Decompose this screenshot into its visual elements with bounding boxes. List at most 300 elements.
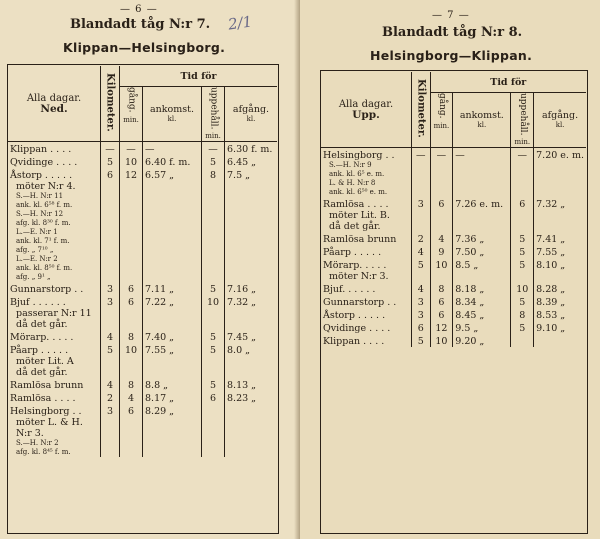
empty-cell — [225, 210, 278, 219]
empty-cell — [202, 219, 225, 228]
empty-cell — [202, 246, 225, 255]
timetable-left — [8, 66, 277, 457]
table-row — [8, 142, 277, 156]
empty-cell — [101, 201, 120, 210]
stop-minutes: 5 — [202, 343, 225, 356]
empty-cell — [453, 161, 511, 170]
empty-cell — [101, 367, 120, 378]
empty-cell — [120, 264, 143, 273]
column-header-afgang — [534, 93, 586, 148]
table-row — [321, 148, 586, 162]
column-header-gang — [430, 93, 453, 148]
gang-value: 6 — [430, 308, 453, 321]
stop-minutes — [202, 404, 225, 417]
station-name: Mörarp. . . . . — [323, 260, 387, 272]
station-note: afg. „ 9¹ „ — [16, 273, 51, 282]
empty-cell — [225, 246, 278, 255]
table-row — [8, 330, 277, 343]
empty-cell — [143, 237, 202, 246]
note-row — [321, 170, 586, 179]
departure-time: 7.32 „ — [225, 295, 278, 308]
empty-cell — [511, 179, 534, 188]
arrival-time: 8.17 „ — [143, 391, 202, 404]
empty-cell — [101, 264, 120, 273]
empty-cell — [143, 228, 202, 237]
gang-value: 6 — [430, 295, 453, 308]
note-row — [8, 255, 277, 264]
station-note: ank. kl. 6⁵⁰ e. m. — [329, 188, 388, 197]
empty-cell — [120, 417, 143, 428]
empty-cell — [120, 210, 143, 219]
station-note: L.—E. N:r 2 — [16, 255, 58, 264]
empty-cell — [143, 246, 202, 255]
stop-minutes: — — [202, 142, 225, 156]
departure-time: 7.20 e. m. — [534, 148, 586, 162]
arrival-time: 7.36 „ — [453, 232, 511, 245]
column-header-uppehall — [511, 93, 534, 148]
arrival-time: 8.5 „ — [453, 258, 511, 271]
empty-cell — [143, 439, 202, 448]
note-row — [8, 273, 277, 282]
arrival-time: 7.40 „ — [143, 330, 202, 343]
station-note: då det går. — [16, 367, 68, 379]
km-value: 5 — [101, 155, 120, 168]
gang-value: — — [430, 148, 453, 162]
gang-value: 10 — [430, 258, 453, 271]
empty-cell — [453, 179, 511, 188]
empty-cell — [101, 192, 120, 201]
station-name: Åstorp . . . . . — [323, 310, 386, 322]
station-note: då det går. — [16, 319, 68, 331]
station-name: Påarp . . . . . — [323, 247, 382, 259]
gang-value: 6 — [120, 282, 143, 295]
station-name: Bjuf . . . . . . — [10, 297, 66, 309]
empty-cell — [412, 179, 431, 188]
gang-value: 8 — [430, 282, 453, 295]
km-value: 3 — [101, 404, 120, 417]
empty-cell — [143, 428, 202, 439]
stop-minutes: 10 — [511, 282, 534, 295]
empty-cell — [120, 356, 143, 367]
station-note: N:r 3. — [16, 428, 44, 440]
afgang-unit: kl. — [246, 115, 256, 124]
km-value: — — [412, 148, 431, 162]
gang-value: 10 — [120, 155, 143, 168]
empty-cell — [412, 170, 431, 179]
column-header-ankomst — [143, 87, 202, 142]
note-row — [8, 428, 277, 439]
empty-cell — [101, 448, 120, 457]
empty-cell — [120, 367, 143, 378]
arrival-time: 8.18 „ — [453, 282, 511, 295]
departure-time: 7.16 „ — [225, 282, 278, 295]
km-value: 3 — [412, 295, 431, 308]
empty-cell — [143, 448, 202, 457]
empty-cell — [143, 181, 202, 192]
station-name: Qvidinge . . . . — [10, 157, 78, 169]
station-name: Gunnarstorp . . — [10, 284, 84, 296]
km-value: 4 — [412, 245, 431, 258]
gang-label: gång. — [126, 87, 137, 113]
empty-cell — [225, 237, 278, 246]
km-value: 5 — [101, 343, 120, 356]
arrival-time: 9.20 „ — [453, 334, 511, 347]
station-note: L. & H. N:r 8 — [329, 179, 376, 188]
arrival-time: 6.57 „ — [143, 168, 202, 181]
station-name: Qvidinge . . . . — [323, 323, 391, 335]
empty-cell — [225, 228, 278, 237]
table-row — [321, 321, 586, 334]
note-row — [321, 221, 586, 232]
empty-cell — [101, 181, 120, 192]
station-note: möter N:r 4. — [16, 181, 76, 193]
departure-time: 8.0 „ — [225, 343, 278, 356]
km-value: 6 — [412, 321, 431, 334]
table-row — [321, 258, 586, 271]
arrival-time: 7.26 e. m. — [453, 197, 511, 210]
empty-cell — [120, 228, 143, 237]
note-row — [321, 210, 586, 221]
uppehall-label: uppehåll. — [208, 87, 219, 130]
empty-cell — [225, 192, 278, 201]
empty-cell — [202, 201, 225, 210]
empty-cell — [225, 264, 278, 273]
stop-minutes: 6 — [202, 391, 225, 404]
route-title: Helsingborg—Klippan. — [370, 48, 533, 63]
station-name: Gunnarstorp . . — [323, 297, 397, 309]
station-name: Åstorp . . . . . — [10, 170, 73, 182]
gang-value: 4 — [120, 391, 143, 404]
empty-cell — [101, 219, 120, 228]
arrival-time: 7.11 „ — [143, 282, 202, 295]
note-row — [8, 201, 277, 210]
empty-cell — [412, 221, 431, 232]
km-value: 2 — [412, 232, 431, 245]
km-value: 3 — [101, 282, 120, 295]
km-value: 6 — [101, 168, 120, 181]
note-row — [8, 367, 277, 378]
empty-cell — [225, 367, 278, 378]
empty-cell — [453, 188, 511, 197]
departure-time: 8.23 „ — [225, 391, 278, 404]
empty-cell — [202, 439, 225, 448]
empty-cell — [143, 308, 202, 319]
table-row — [321, 295, 586, 308]
arrival-time: 6.40 f. m. — [143, 155, 202, 168]
departure-time: 7.41 „ — [534, 232, 586, 245]
note-row — [8, 246, 277, 255]
departure-time: 7.55 „ — [534, 245, 586, 258]
column-header-km — [412, 72, 431, 148]
stop-minutes: 5 — [511, 245, 534, 258]
empty-cell — [534, 271, 586, 282]
empty-cell — [453, 170, 511, 179]
table-row — [8, 391, 277, 404]
empty-cell — [143, 417, 202, 428]
table-row — [321, 232, 586, 245]
empty-cell — [120, 319, 143, 330]
station-name: Klippan . . . . — [10, 144, 72, 156]
empty-cell — [101, 308, 120, 319]
note-row — [321, 161, 586, 170]
note-row — [8, 319, 277, 330]
arrival-time: 9.5 „ — [453, 321, 511, 334]
empty-cell — [101, 210, 120, 219]
empty-cell — [202, 273, 225, 282]
empty-cell — [534, 188, 586, 197]
empty-cell — [101, 439, 120, 448]
table-row — [8, 295, 277, 308]
empty-cell — [120, 219, 143, 228]
empty-cell — [534, 210, 586, 221]
stop-minutes: 8 — [202, 168, 225, 181]
days-label: Alla dagar. — [338, 98, 394, 110]
stop-minutes: — — [511, 148, 534, 162]
gang-value: 6 — [120, 404, 143, 417]
km-label: Kilometer. — [415, 78, 427, 138]
empty-cell — [143, 356, 202, 367]
empty-cell — [430, 271, 453, 282]
note-row — [8, 219, 277, 228]
uppehall-unit: min. — [205, 132, 221, 141]
departure-time: 9.10 „ — [534, 321, 586, 334]
empty-cell — [202, 417, 225, 428]
empty-cell — [412, 271, 431, 282]
empty-cell — [430, 188, 453, 197]
station-note: afg. kl. 8⁴⁵ f. m. — [16, 448, 71, 457]
station-name: Ramlösa . . . . — [323, 199, 389, 211]
empty-cell — [202, 192, 225, 201]
departure-time: 8.53 „ — [534, 308, 586, 321]
station-note: ank. kl. 8⁵⁰ f. m. — [16, 264, 73, 273]
empty-cell — [511, 271, 534, 282]
empty-cell — [225, 181, 278, 192]
empty-cell — [120, 255, 143, 264]
note-row — [8, 237, 277, 246]
km-value: 4 — [101, 378, 120, 391]
station-note: L.—E. N:r 1 — [16, 228, 58, 237]
departure-time — [534, 334, 586, 347]
note-row — [321, 179, 586, 188]
note-row — [8, 192, 277, 201]
station-note: då det går. — [329, 221, 381, 233]
station-note: passerar N:r 11 — [16, 308, 92, 320]
empty-cell — [202, 308, 225, 319]
empty-cell — [511, 221, 534, 232]
empty-cell — [120, 237, 143, 246]
arrival-time: 8.45 „ — [453, 308, 511, 321]
note-row — [8, 228, 277, 237]
station-name: Helsingborg . . — [323, 150, 395, 162]
empty-cell — [101, 428, 120, 439]
station-note: möter Lit. B. — [329, 210, 390, 222]
gang-unit: min. — [433, 121, 450, 130]
station-note: ank. kl. 7¹ f. m. — [16, 237, 70, 246]
station-note: möter L. & H. — [16, 417, 83, 429]
gang-value: 8 — [120, 378, 143, 391]
empty-cell — [225, 417, 278, 428]
empty-cell — [143, 264, 202, 273]
table-row — [321, 308, 586, 321]
km-value: 3 — [412, 308, 431, 321]
empty-cell — [101, 417, 120, 428]
table-row — [8, 343, 277, 356]
empty-cell — [101, 356, 120, 367]
gang-value: 6 — [430, 197, 453, 210]
km-value: 5 — [412, 258, 431, 271]
empty-cell — [143, 192, 202, 201]
direction-label: Ned. — [40, 102, 68, 115]
stop-minutes: 8 — [511, 308, 534, 321]
empty-cell — [202, 428, 225, 439]
train-title: Blandadt tåg N:r 7. — [70, 17, 211, 32]
ankomst-unit: kl. — [477, 121, 487, 130]
train-title: Blandadt tåg N:r 8. — [382, 25, 523, 40]
note-row — [8, 308, 277, 319]
column-header-gang — [120, 87, 143, 142]
table-row — [321, 334, 586, 347]
empty-cell — [453, 221, 511, 232]
empty-cell — [430, 210, 453, 221]
departure-time: 8.10 „ — [534, 258, 586, 271]
empty-cell — [225, 428, 278, 439]
empty-cell — [225, 356, 278, 367]
empty-cell — [143, 210, 202, 219]
table-row — [321, 245, 586, 258]
afgang-label: afgång. — [541, 110, 579, 122]
empty-cell — [511, 188, 534, 197]
gang-value: 9 — [430, 245, 453, 258]
table-row — [8, 378, 277, 391]
gang-value: 12 — [120, 168, 143, 181]
empty-cell — [225, 308, 278, 319]
days-label: Alla dagar. — [26, 92, 82, 104]
uppehall-label: uppehåll. — [517, 93, 528, 136]
empty-cell — [120, 192, 143, 201]
stop-minutes: 5 — [511, 258, 534, 271]
empty-cell — [430, 161, 453, 170]
departure-time: 8.39 „ — [534, 295, 586, 308]
station-note: möter Lit. A — [16, 356, 74, 368]
empty-cell — [225, 439, 278, 448]
arrival-time: — — [453, 148, 511, 162]
departure-time: 7.5 „ — [225, 168, 278, 181]
uppehall-unit: min. — [514, 138, 531, 147]
arrival-time: 7.55 „ — [143, 343, 202, 356]
empty-cell — [430, 179, 453, 188]
table-row — [8, 282, 277, 295]
direction-label: Upp. — [352, 108, 380, 121]
page-number: — 6 — — [120, 4, 158, 15]
empty-cell — [534, 161, 586, 170]
afgang-unit: kl. — [555, 121, 565, 130]
empty-cell — [143, 201, 202, 210]
empty-cell — [430, 221, 453, 232]
note-row — [321, 188, 586, 197]
station-name: Klippan . . . . — [323, 336, 385, 348]
empty-cell — [453, 271, 511, 282]
empty-cell — [101, 319, 120, 330]
stop-minutes: 5 — [202, 378, 225, 391]
empty-cell — [143, 219, 202, 228]
km-value: 4 — [101, 330, 120, 343]
column-header-station — [8, 66, 101, 142]
table-row — [8, 404, 277, 417]
departure-time: 6.30 f. m. — [225, 142, 278, 156]
departure-time: 7.32 „ — [534, 197, 586, 210]
km-value: — — [101, 142, 120, 156]
gang-label: gång. — [436, 93, 447, 119]
arrival-time: 7.50 „ — [453, 245, 511, 258]
gang-value: — — [120, 142, 143, 156]
stop-minutes: 5 — [511, 321, 534, 334]
empty-cell — [511, 161, 534, 170]
station-name: Ramlösa . . . . — [10, 393, 76, 405]
empty-cell — [202, 255, 225, 264]
empty-cell — [202, 210, 225, 219]
page-number: — 7 — — [432, 10, 470, 21]
arrival-time: 8.34 „ — [453, 295, 511, 308]
station-name: Mörarp. . . . . — [10, 332, 74, 344]
note-row — [8, 448, 277, 457]
route-title: Klippan—Helsingborg. — [63, 40, 226, 55]
gang-value: 12 — [430, 321, 453, 334]
right-page — [300, 0, 600, 539]
empty-cell — [412, 161, 431, 170]
note-row — [8, 356, 277, 367]
station-note: afg. „ 7¹⁰ „ — [16, 246, 54, 255]
empty-cell — [202, 367, 225, 378]
station-note: S.—H. N:r 9 — [329, 161, 372, 170]
station-name: Helsingborg . . — [10, 406, 82, 418]
gang-value: 8 — [120, 330, 143, 343]
empty-cell — [412, 188, 431, 197]
stop-minutes: 5 — [202, 155, 225, 168]
km-label: Kilometer. — [104, 72, 116, 132]
empty-cell — [101, 255, 120, 264]
stop-minutes: 5 — [511, 232, 534, 245]
station-name: Bjuf. . . . . . — [323, 284, 376, 296]
empty-cell — [225, 201, 278, 210]
note-row — [321, 271, 586, 282]
station-note: afg. kl. 8³⁰ f. m. — [16, 219, 71, 228]
empty-cell — [120, 308, 143, 319]
empty-cell — [511, 210, 534, 221]
departure-time — [225, 404, 278, 417]
ankomst-label: ankomst. — [459, 110, 504, 122]
stop-minutes: 10 — [202, 295, 225, 308]
gang-value: 10 — [120, 343, 143, 356]
empty-cell — [101, 273, 120, 282]
empty-cell — [143, 319, 202, 330]
station-note: möter N:r 3. — [329, 271, 389, 283]
stop-minutes: 5 — [202, 330, 225, 343]
empty-cell — [202, 356, 225, 367]
empty-cell — [225, 319, 278, 330]
table-row — [8, 168, 277, 181]
column-header-km — [101, 66, 120, 142]
column-header-uppehall — [202, 87, 225, 142]
empty-cell — [101, 246, 120, 255]
empty-cell — [202, 181, 225, 192]
empty-cell — [225, 273, 278, 282]
note-row — [8, 264, 277, 273]
empty-cell — [202, 448, 225, 457]
empty-cell — [143, 255, 202, 264]
station-note: ank. kl. 6⁵ e. m. — [329, 170, 385, 179]
empty-cell — [120, 201, 143, 210]
km-value: 5 — [412, 334, 431, 347]
